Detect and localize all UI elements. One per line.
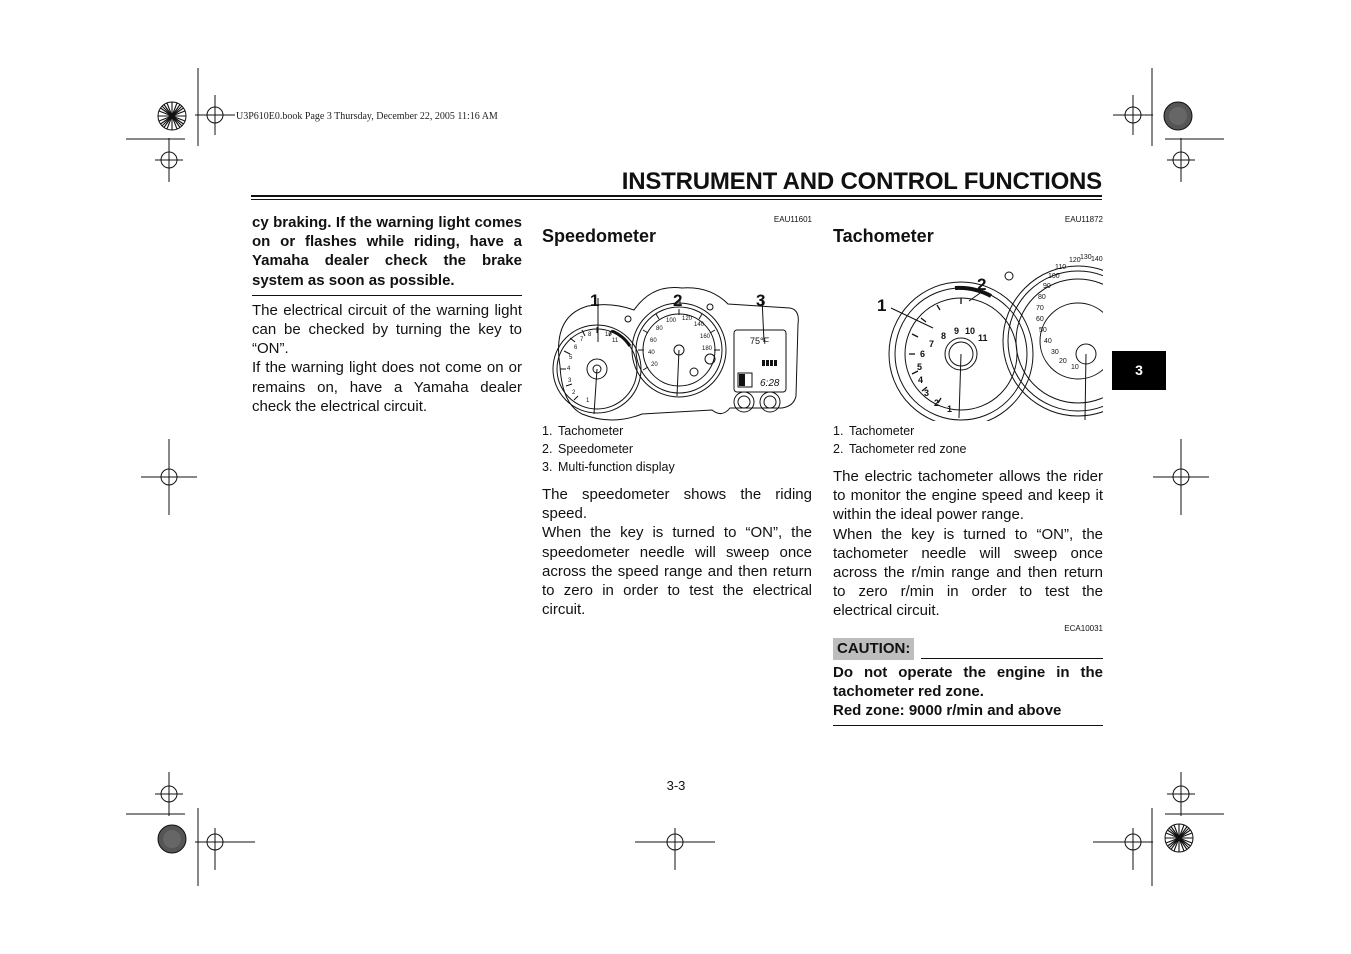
svg-text:6: 6: [574, 345, 578, 351]
chapter-tab: 3: [1112, 351, 1166, 390]
svg-text:180: 180: [702, 346, 713, 352]
callout-2: 2: [977, 275, 987, 294]
svg-text:100: 100: [1048, 273, 1060, 280]
svg-text:80: 80: [1038, 294, 1046, 301]
svg-text:8: 8: [588, 332, 592, 338]
svg-text:60: 60: [650, 338, 657, 344]
svg-text:7: 7: [580, 337, 584, 343]
svg-text:70: 70: [1036, 305, 1044, 312]
svg-text:130: 130: [1080, 254, 1092, 261]
caption-item: 1. Tachometer: [542, 424, 624, 438]
caption-item: 2. Tachometer red zone: [833, 442, 967, 456]
svg-text:4: 4: [567, 366, 571, 372]
svg-text:80: 80: [656, 326, 663, 332]
svg-text:4: 4: [918, 375, 924, 385]
title-rule-thick: [251, 195, 1102, 197]
svg-text:10: 10: [965, 326, 976, 336]
svg-text:5: 5: [917, 362, 923, 372]
svg-text:3: 3: [924, 388, 930, 398]
svg-text:30: 30: [1051, 349, 1059, 356]
svg-text:5: 5: [569, 355, 573, 361]
speedometer-section: [542, 212, 812, 619]
caution-end-rule: [833, 725, 1103, 726]
figure-captions: [542, 422, 812, 476]
caution-text: Red zone: 9000 r/min and above: [833, 702, 1062, 720]
tachometer-illustration: [833, 246, 1103, 421]
paragraph: When the key is turned to “ON”, the speedometer needle will sweep once across the speed range and then return to zero in order to test the electrical circuit.: [542, 524, 812, 619]
caption-item: 2. Speedometer: [542, 442, 634, 456]
paragraph: The electrical circuit of the warning light can be checked by turning the key to “ON”.: [252, 301, 522, 358]
caution-code: ECA10031: [1064, 623, 1103, 633]
svg-text:40: 40: [648, 350, 655, 356]
svg-text:20: 20: [1059, 358, 1067, 365]
svg-text:110: 110: [1055, 264, 1067, 271]
callout-1: 1: [590, 291, 600, 310]
svg-text:40: 40: [1044, 338, 1052, 345]
svg-text:1: 1: [947, 404, 953, 414]
paragraph: When the key is turned to “ON”, the tachometer needle will sweep once across the r/min range and then return to zero r/min in order to test the electrical circuit.: [833, 525, 1103, 620]
svg-text:2: 2: [572, 390, 576, 396]
svg-text:10: 10: [605, 332, 612, 338]
warning-divider: [252, 295, 522, 296]
svg-text:7: 7: [929, 339, 935, 349]
svg-text:100: 100: [666, 318, 677, 324]
svg-text:11: 11: [612, 338, 619, 344]
svg-text:1: 1: [586, 398, 590, 404]
svg-text:8: 8: [941, 331, 947, 341]
tachometer-figure: [833, 246, 1103, 421]
caution-rule: [921, 658, 1103, 659]
svg-text:140: 140: [694, 322, 705, 328]
speedometer-figure: [542, 246, 812, 421]
tachometer-section: [833, 212, 1103, 726]
section-title: Tachometer: [833, 226, 934, 246]
page-title: INSTRUMENT AND CONTROL FUNCTIONS: [621, 168, 1102, 195]
callout-3: 3: [756, 291, 766, 310]
instrument-panel-illustration: [542, 246, 812, 421]
callout-1: 1: [877, 296, 887, 315]
svg-text:3: 3: [568, 378, 572, 384]
paragraph: If the warning light does not come on or remains on, have a Yamaha dealer check the electrical circuit.: [252, 359, 522, 415]
page-number: 3-3: [666, 778, 686, 793]
svg-text:160: 160: [700, 334, 711, 340]
svg-text:2: 2: [934, 398, 940, 408]
svg-text:20: 20: [651, 362, 658, 368]
svg-text:90: 90: [1043, 283, 1051, 290]
warning-text: cy braking. If the warning light comes on or flashes while riding, have a Yamaha dealer check the brake system as soon as possible.: [252, 214, 522, 289]
svg-text:50: 50: [1039, 327, 1047, 334]
svg-text:6: 6: [920, 349, 926, 359]
caution-label: CAUTION:: [833, 638, 914, 660]
paragraph: The electric tachometer allows the rider to monitor the engine speed and keep it within the ideal power range.: [833, 468, 1103, 524]
caption-item: 3. Multi-function display: [542, 460, 675, 474]
column-1: [252, 212, 522, 416]
svg-text:60: 60: [1036, 316, 1044, 323]
file-info: U3P610E0.book Page 3 Thursday, December 22, 2005 11:16 AM: [236, 111, 498, 122]
section-code: EAU11872: [1064, 215, 1103, 224]
paragraph: The speedometer shows the riding speed.: [542, 486, 812, 523]
callout-2: 2: [673, 291, 683, 310]
caution-text: Do not operate the engine in the tachometer red zone.: [833, 663, 1103, 700]
display-temp: 75°F: [750, 336, 770, 346]
svg-text:120: 120: [1069, 257, 1081, 264]
title-rule-thin: [251, 199, 1102, 200]
svg-text:140: 140: [1091, 256, 1103, 263]
svg-text:120: 120: [682, 316, 693, 322]
figure-captions: [833, 422, 1103, 458]
svg-text:11: 11: [978, 333, 988, 343]
svg-text:10: 10: [1071, 364, 1079, 371]
section-title: Speedometer: [542, 226, 657, 246]
svg-text:9: 9: [954, 326, 960, 336]
caption-item: 1. Tachometer: [833, 424, 915, 438]
caution-header: [833, 636, 1103, 660]
display-clock: 6:28: [760, 378, 780, 389]
section-code: EAU11601: [773, 215, 812, 224]
